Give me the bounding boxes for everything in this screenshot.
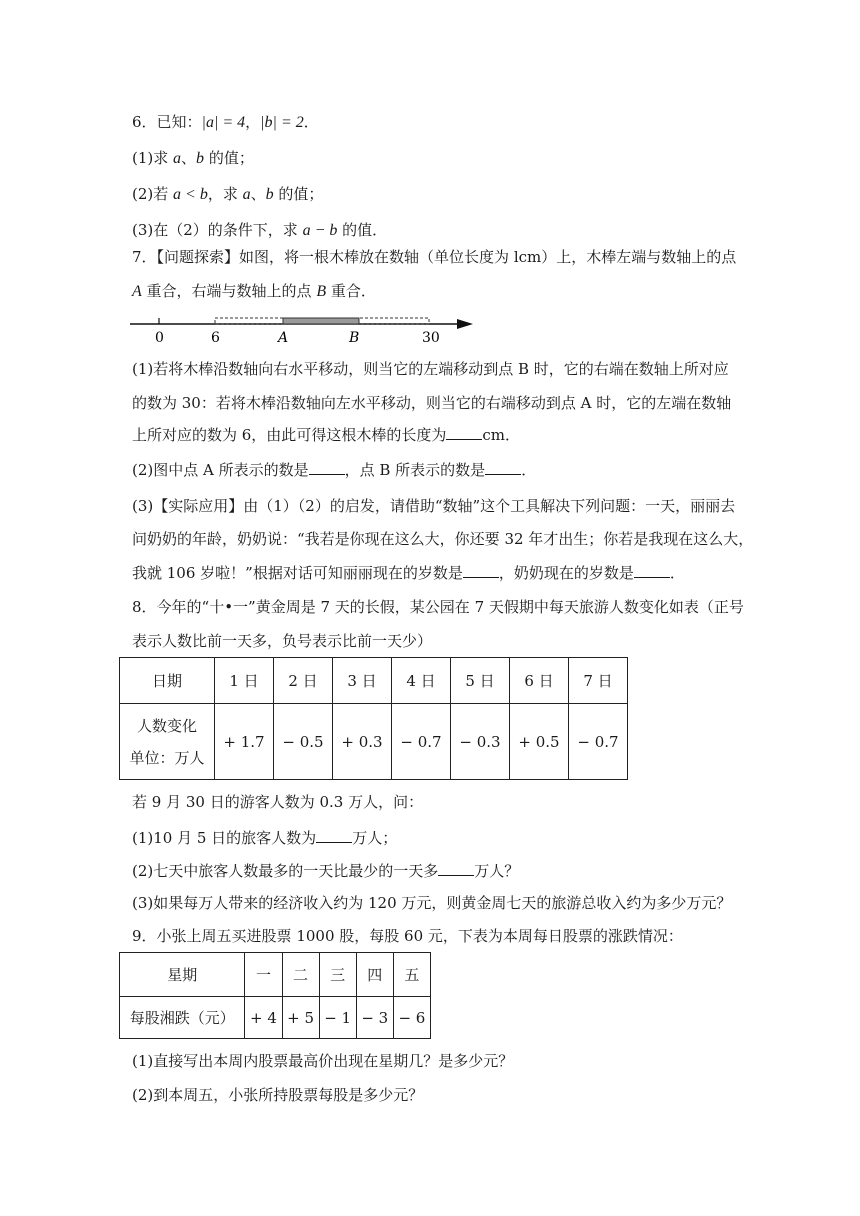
table-cell: + 4 (245, 997, 282, 1039)
wooden-stick (283, 318, 359, 324)
tick-label-30: 30 (422, 330, 440, 346)
q8-given: 若 9 月 30 日的游客人数为 0.3 万人，问： (132, 793, 424, 811)
table-cell: − 1 (319, 997, 356, 1039)
tick-label-0: 0 (155, 330, 164, 346)
answer-blank[interactable] (485, 460, 521, 475)
q7-part1-line3: 上所对应的数为 6，由此可得这根木棒的长度为 cm． (132, 426, 520, 444)
table-cell: 1 日 (215, 658, 274, 704)
q8-part3: (3)如果每万人带来的经济收入约为 120 万元，则黄金周七天的旅游总收入约为多少万元？ (132, 894, 732, 912)
point-a-label: A (278, 330, 289, 346)
q9-part1: (1)直接写出本周内股票最高价出现在星期几？是多少元？ (132, 1052, 514, 1070)
point-b-label: B (349, 330, 360, 346)
table-cell: − 3 (356, 997, 393, 1039)
table-cell: − 0.7 (392, 704, 451, 780)
table-cell: 日期 (120, 658, 215, 704)
table-cell: 4 日 (392, 658, 451, 704)
table-cell: 2 日 (274, 658, 333, 704)
q7-part3-line3: 我就 106 岁啦！”根据对话可知丽丽现在的岁数是 ，奶奶现在的岁数是 ． (132, 564, 685, 582)
table-cell: 3 日 (333, 658, 392, 704)
table-cell: + 5 (282, 997, 319, 1039)
q8-part1: (1)10 月 5 日的旅客人数为 万人； (132, 829, 398, 847)
answer-blank[interactable] (463, 563, 499, 578)
table-cell: 三 (319, 953, 356, 997)
answer-blank[interactable] (446, 425, 482, 440)
table-row (120, 704, 628, 780)
number-line-figure (125, 310, 485, 350)
row-label: 单位：万人 (129, 748, 205, 767)
table-row (120, 658, 628, 704)
table-cell: + 0.3 (333, 704, 392, 780)
q7-part2: (2)图中点 A 所表示的数是 ，点 B 所表示的数是 ． (132, 461, 537, 479)
answer-blank[interactable] (634, 563, 670, 578)
table-row (120, 953, 431, 997)
table-cell: − 6 (393, 997, 430, 1039)
tick-label-6: 6 (211, 330, 220, 346)
row-label: 人数变化 (136, 716, 197, 735)
q7-stem-line1: 7．【问题探索】如图，将一根木棒放在数轴（单位长度为 lcm）上，木棒左端与数轴上的点 (132, 248, 737, 266)
table-cell: − 0.7 (569, 704, 628, 780)
q7-stem-line2: A 重合，右端与数轴上的点 B 重合． (132, 282, 376, 300)
table-cell: 二 (282, 953, 319, 997)
tourist-change-table (119, 657, 628, 780)
stock-change-table (119, 952, 431, 1039)
table-cell (120, 704, 215, 780)
answer-blank[interactable] (309, 460, 345, 475)
table-cell: − 0.3 (451, 704, 510, 780)
q6-part3: (3)在（2）的条件下，求 a − b 的值． (132, 221, 388, 239)
q6-stem: 6．已知：|a| = 4，|b| = 2． (132, 113, 319, 131)
q6-part1: (1)求 a、b 的值； (132, 149, 254, 167)
table-cell: + 1.7 (215, 704, 274, 780)
q7-part1-line1: (1)若将木棒沿数轴向右水平移动，则当它的左端移动到点 B 时，它的右端在数轴上所对应 (132, 360, 729, 378)
q8-part2: (2)七天中旅客人数最多的一天比最少的一天多 万人？ (132, 862, 520, 880)
axis-arrow-icon (457, 319, 473, 329)
answer-blank[interactable] (316, 828, 352, 843)
table-cell: 5 日 (451, 658, 510, 704)
table-cell: − 0.5 (274, 704, 333, 780)
answer-blank[interactable] (438, 861, 474, 876)
q9-part2: (2)到本周五，小张所持股票每股是多少元？ (132, 1086, 424, 1104)
q8-stem-line1: 8．今年的“十•一”黄金周是 7 天的长假，某公园在 7 天假期中每天旅游人数变化如表（正号 (132, 598, 744, 616)
table-cell: 五 (393, 953, 430, 997)
q9-stem: 9．小张上周五买进股票 1000 股，每股 60 元，下表为本周每日股票的涨跌情况： (132, 927, 683, 945)
table-cell: 一 (245, 953, 282, 997)
q7-part3-line2: 问奶奶的年龄，奶奶说：“我若是你现在这么大，你还要 32 年才出生；你若是我现在这么大， (132, 530, 754, 548)
table-cell: 四 (356, 953, 393, 997)
table-cell: 7 日 (569, 658, 628, 704)
q8-stem-line2: 表示人数比前一天多，负号表示比前一天少） (132, 632, 433, 650)
table-cell: + 0.5 (510, 704, 569, 780)
q6-part2: (2)若 a < b，求 a、b 的值； (132, 185, 324, 203)
q7-part1-line2: 的数为 30：若将木棒沿数轴向左水平移动，则当它的右端移动到点 A 时，它的左端在数轴 (132, 394, 732, 412)
table-cell: 星期 (120, 953, 245, 997)
table-cell: 每股湘跌（元） (120, 997, 245, 1039)
table-cell: 6 日 (510, 658, 569, 704)
q7-part3-line1: (3)【实际应用】由（1）（2）的启发，请借助“数轴”这个工具解决下列问题：一天，丽丽去 (132, 497, 736, 515)
table-row (120, 997, 431, 1039)
